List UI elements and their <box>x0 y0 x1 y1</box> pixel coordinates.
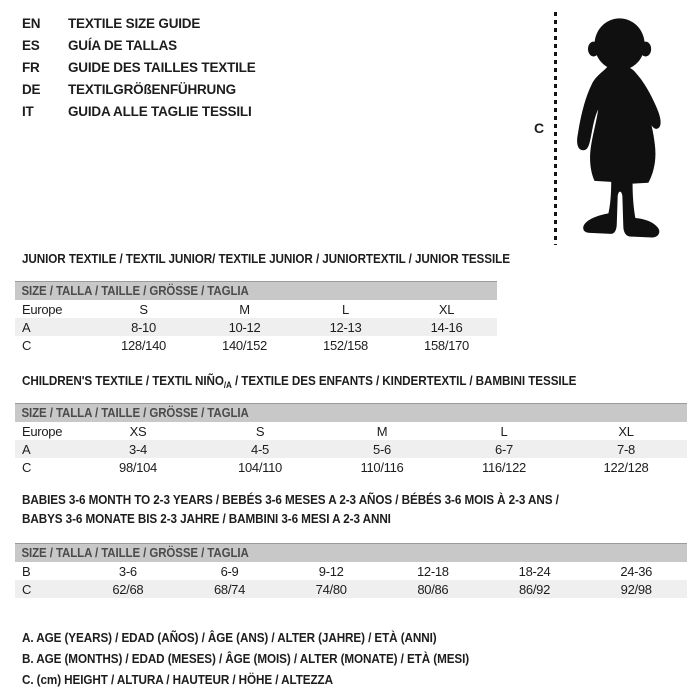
language-code: IT <box>22 103 34 119</box>
language-code: EN <box>22 15 41 31</box>
junior-section-title: JUNIOR TEXTILE / TEXTIL JUNIOR/ TEXTILE JUNIOR / JUNIORTEXTIL / JUNIOR TESSILE <box>22 251 510 266</box>
height-cell: 68/74 <box>213 581 246 597</box>
size-header-bar <box>15 543 687 562</box>
age-cell: 7-8 <box>617 441 635 457</box>
table-row-europe <box>15 300 497 318</box>
legend-line-c: C. (cm) HEIGHT / ALTURA / HAUTEUR / HÖHE / ALTEZZA <box>22 672 333 687</box>
children-title-sub: /A <box>223 380 232 390</box>
language-code: FR <box>22 59 40 75</box>
children-size-table <box>15 403 687 476</box>
height-cell: 80/86 <box>417 581 449 597</box>
children-title-before: CHILDREN'S TEXTILE / TEXTIL NIÑO <box>22 373 224 388</box>
row-label: Europe <box>22 423 63 439</box>
table-row-height <box>15 336 497 354</box>
height-dashed-line-icon <box>554 12 557 245</box>
size-cell: L <box>342 301 349 317</box>
height-measure-label: C <box>534 120 545 136</box>
size-cell: M <box>376 423 388 439</box>
age-cell: 8-10 <box>131 319 156 335</box>
language-code: DE <box>22 81 41 97</box>
junior-size-table <box>15 281 497 354</box>
size-cell: L <box>500 423 508 439</box>
age-cell: 3-6 <box>118 563 137 579</box>
legend <box>22 627 519 690</box>
height-cell: 158/170 <box>424 337 469 353</box>
row-label: C <box>22 581 32 597</box>
row-label: C <box>22 337 32 353</box>
size-cell: M <box>239 301 250 317</box>
table-row-age <box>15 318 497 336</box>
language-row-en <box>22 12 256 34</box>
height-cell: 116/122 <box>482 459 526 475</box>
language-title: TEXTILE SIZE GUIDE <box>68 15 201 31</box>
age-cell: 12-13 <box>329 319 362 335</box>
children-section-title <box>22 373 576 390</box>
age-cell: 12-18 <box>416 563 449 579</box>
size-header-bar <box>15 281 497 300</box>
height-cell: 140/152 <box>222 337 267 353</box>
size-cell: S <box>255 423 265 439</box>
row-label: Europe <box>22 301 63 317</box>
age-cell: 9-12 <box>318 563 344 579</box>
row-label: B <box>22 563 31 579</box>
age-cell: 5-6 <box>373 441 391 457</box>
size-header-label: SIZE / TALLA / TAILLE / GRÖSSE / TAGLIA <box>21 406 249 420</box>
age-cell: 3-4 <box>129 441 147 457</box>
row-label: A <box>22 441 31 457</box>
height-cell: 62/68 <box>112 581 144 597</box>
baby-silhouette-icon <box>562 6 692 249</box>
height-cell: 128/140 <box>121 337 166 353</box>
size-cell: XS <box>129 423 147 439</box>
language-row-es <box>22 34 256 56</box>
height-cell: 110/116 <box>360 459 404 475</box>
height-cell: 152/158 <box>323 337 368 353</box>
size-header-label: SIZE / TALLA / TAILLE / GRÖSSE / TAGLIA <box>21 284 249 298</box>
age-cell: 14-16 <box>430 319 463 335</box>
babies-size-table <box>15 543 687 598</box>
table-row-age <box>15 440 687 458</box>
age-cell: 6-9 <box>220 563 239 579</box>
height-cell: 104/110 <box>238 459 282 475</box>
language-title: GUÍA DE TALLAS <box>68 37 177 53</box>
age-cell: 10-12 <box>228 319 261 335</box>
height-cell: 86/92 <box>519 581 551 597</box>
language-list <box>22 12 256 122</box>
language-row-fr <box>22 56 256 78</box>
size-cell: XL <box>618 423 634 439</box>
row-label: C <box>22 459 32 475</box>
table-row-age-months <box>15 562 687 580</box>
children-title-after: / TEXTILE DES ENFANTS / KINDERTEXTIL / BAMBINI TESSILE <box>231 373 577 388</box>
height-cell: 122/128 <box>603 459 649 475</box>
language-code: ES <box>22 37 40 53</box>
age-cell: 18-24 <box>518 563 551 579</box>
language-row-it <box>22 100 256 122</box>
legend-line-b: B. AGE (MONTHS) / EDAD (MESES) / ÂGE (MOIS) / ALTER (MONATE) / ETÀ (MESI) <box>22 651 470 666</box>
babies-section-title-line1: BABIES 3-6 MONTH TO 2-3 YEARS / BEBÉS 3-6 MESES A 2-3 AÑOS / BÉBÉS 3-6 MOIS À 2-3 ANS / <box>22 492 559 507</box>
height-cell: 98/104 <box>119 459 157 475</box>
row-label: A <box>22 319 31 335</box>
table-row-europe <box>15 422 687 440</box>
size-cell: S <box>139 301 148 317</box>
table-row-height <box>15 580 687 598</box>
legend-line-a: A. AGE (YEARS) / EDAD (AÑOS) / ÂGE (ANS) / ALTER (JAHRE) / ETÀ (ANNI) <box>22 630 437 645</box>
babies-section-title-line2: BABYS 3-6 MONATE BIS 2-3 JAHRE / BAMBINI 3-6 MESI A 2-3 ANNI <box>22 511 391 526</box>
size-header-bar <box>15 403 687 422</box>
size-cell: XL <box>438 301 455 317</box>
size-header-label: SIZE / TALLA / TAILLE / GRÖSSE / TAGLIA <box>21 546 249 560</box>
language-title: GUIDE DES TAILLES TEXTILE <box>68 59 256 75</box>
age-cell: 24-36 <box>620 563 653 579</box>
language-title: GUIDA ALLE TAGLIE TESSILI <box>68 103 252 119</box>
age-cell: 6-7 <box>495 441 513 457</box>
age-cell: 4-5 <box>251 441 269 457</box>
height-figure <box>520 4 700 252</box>
height-cell: 74/80 <box>315 581 347 597</box>
language-title: TEXTILGRÖßENFÜHRUNG <box>68 81 236 97</box>
table-row-height <box>15 458 687 476</box>
language-row-de <box>22 78 256 100</box>
height-cell: 92/98 <box>620 581 652 597</box>
